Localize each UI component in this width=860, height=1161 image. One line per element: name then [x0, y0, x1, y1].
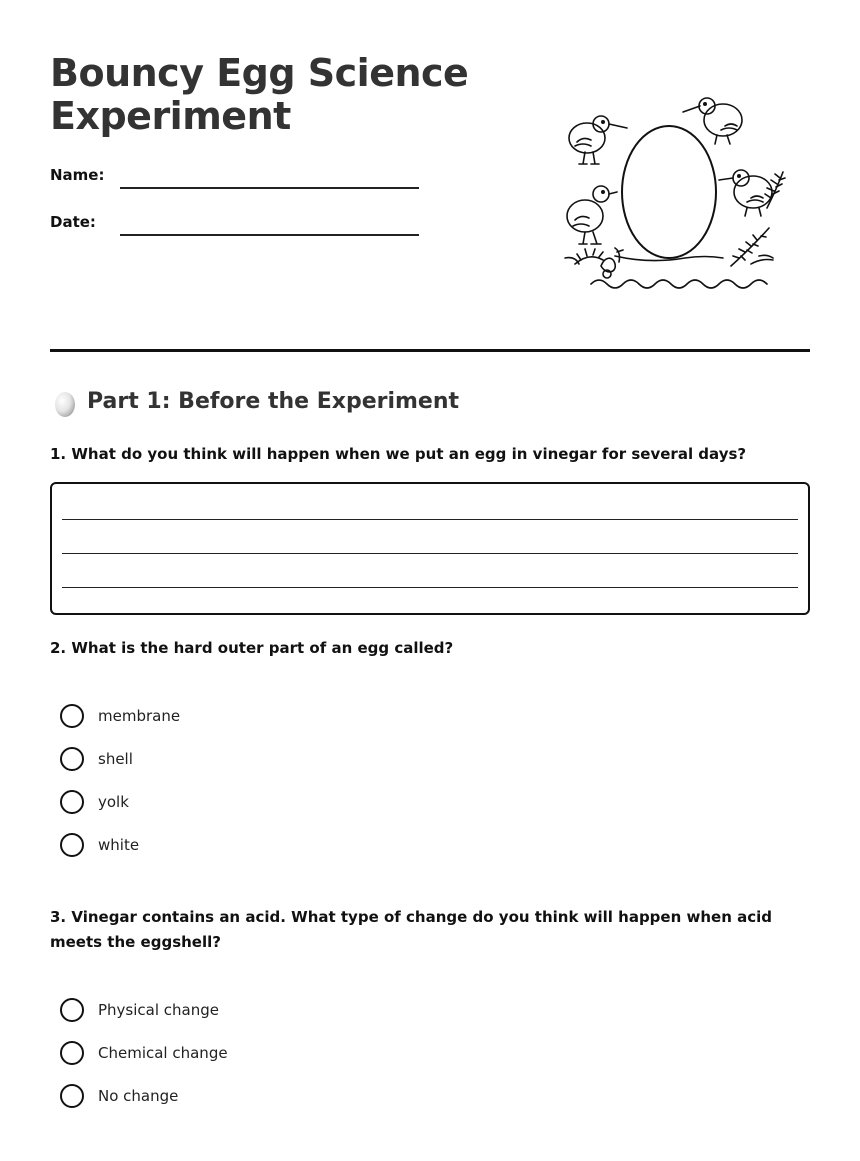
radio-button[interactable]: [60, 998, 84, 1022]
option-chemical-change[interactable]: [60, 1040, 228, 1066]
question-1: 1. What do you think will happen when we put an egg in vinegar for several days?: [50, 445, 747, 463]
answer-line: [62, 553, 798, 554]
option-label: Physical change: [98, 1001, 219, 1019]
radio-button[interactable]: [60, 747, 84, 771]
option-physical-change[interactable]: [60, 997, 219, 1023]
question-2: 2. What is the hard outer part of an egg called?: [50, 639, 454, 657]
question-3: 3. Vinegar contains an acid. What type of change do you think will happen when acid meets the eggshell?: [50, 908, 772, 951]
radio-button[interactable]: [60, 790, 84, 814]
option-yolk[interactable]: [60, 789, 129, 815]
section-title: Part 1: Before the Experiment: [87, 389, 460, 414]
section-divider: [50, 349, 810, 352]
radio-button[interactable]: [60, 1084, 84, 1108]
option-label: white: [98, 836, 140, 854]
option-shell[interactable]: [60, 746, 133, 772]
name-label: Name:: [50, 166, 105, 184]
option-membrane[interactable]: [60, 703, 180, 729]
radio-button[interactable]: [60, 704, 84, 728]
name-field[interactable]: [120, 187, 419, 189]
radio-button[interactable]: [60, 833, 84, 857]
option-white[interactable]: [60, 832, 139, 858]
page-title: Bouncy Egg Science Experiment: [50, 51, 469, 138]
radio-button[interactable]: [60, 1041, 84, 1065]
option-label: yolk: [98, 793, 129, 811]
option-no-change[interactable]: [60, 1083, 178, 1109]
answer-line: [62, 587, 798, 588]
date-field[interactable]: [120, 234, 419, 236]
option-label: membrane: [98, 707, 181, 725]
egg-icon: [52, 390, 78, 418]
option-label: Chemical change: [98, 1044, 228, 1062]
answer-box[interactable]: [50, 482, 810, 615]
kiwi-birds-egg-illustration: [555, 88, 795, 298]
option-label: No change: [98, 1087, 179, 1105]
option-label: shell: [98, 750, 133, 768]
answer-line: [62, 519, 798, 520]
date-label: Date:: [50, 213, 96, 231]
